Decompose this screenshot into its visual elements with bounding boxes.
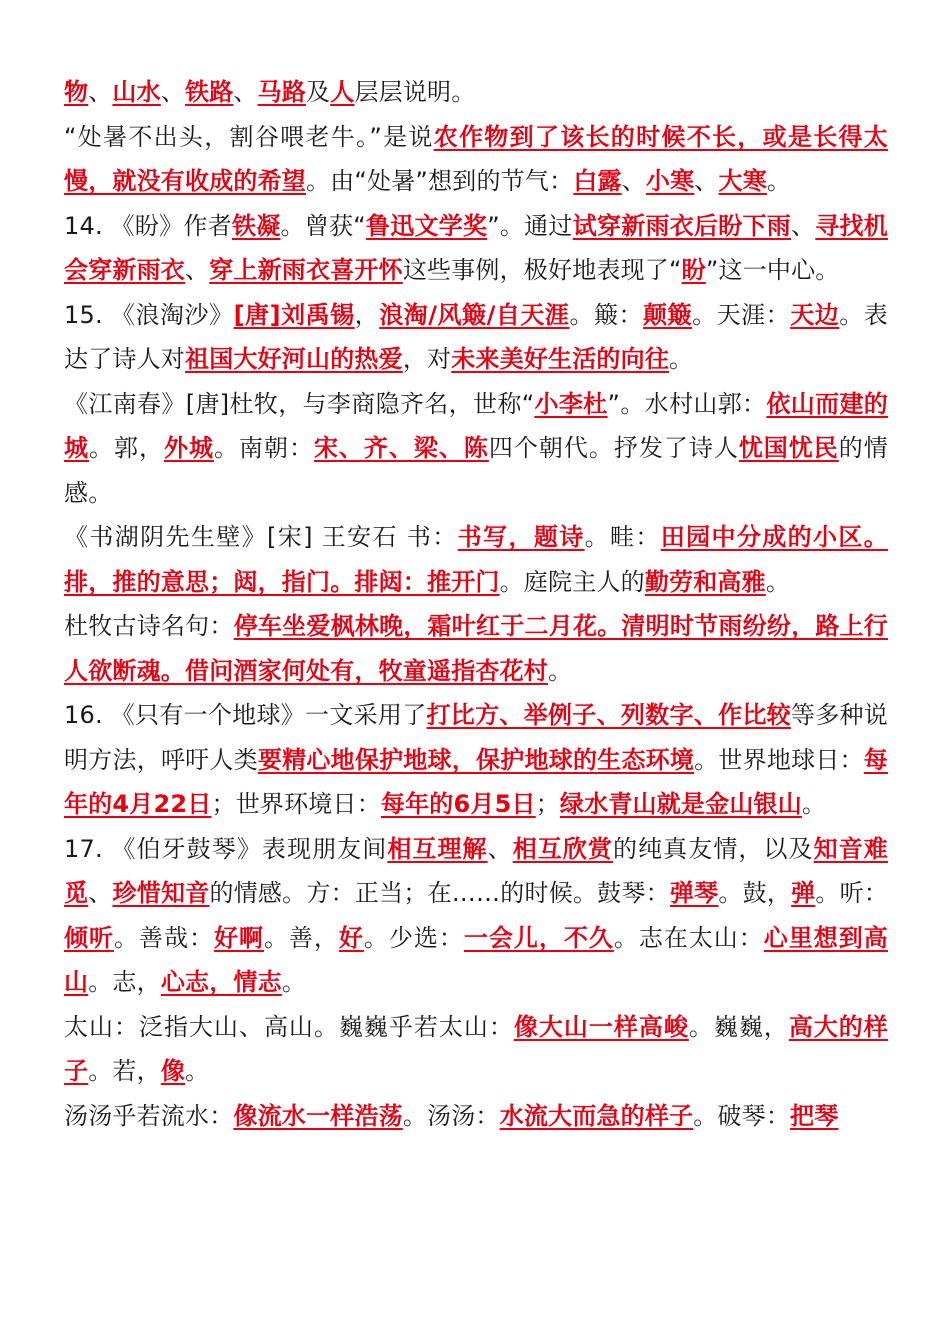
answer-text: 铁凝	[231, 211, 281, 240]
body-text: 。志在太山：	[613, 923, 764, 952]
body-text: 、	[88, 879, 113, 907]
paragraph-dumu-quotes	[64, 604, 888, 693]
answer-text: 像	[160, 1057, 186, 1085]
paragraph-shuhuyin	[64, 515, 888, 604]
answer-text: 倾听	[64, 923, 114, 952]
body-text: 。曾获“	[280, 211, 366, 240]
body-text: 、	[88, 78, 113, 106]
body-text: 。	[765, 567, 791, 596]
answer-text: 书写，题诗	[457, 523, 585, 551]
answer-text: 高大的样子	[64, 1012, 888, 1085]
answer-text: 宋、齐、梁、陈	[313, 434, 489, 462]
body-text: 。	[281, 968, 307, 996]
paragraph-continuation	[64, 70, 888, 115]
paragraph-tangtang	[64, 1094, 888, 1139]
answer-text: 一会儿，不久	[463, 923, 614, 952]
answer-text: 穿上新雨衣喜开怀	[209, 256, 403, 284]
body-text: 层层说明。	[354, 78, 476, 106]
body-text: 、	[233, 78, 258, 106]
body-text: 杜牧古诗名句：	[64, 612, 234, 640]
body-text: 。	[185, 1057, 210, 1085]
answer-text: 心志，情志	[160, 968, 282, 996]
body-text: 。善哉：	[113, 923, 214, 952]
answer-text: 试穿新雨衣后盼下雨	[572, 211, 792, 240]
paragraph-jiangnanchun	[64, 382, 888, 516]
answer-text: 浪淘/风簸/自天涯	[379, 300, 570, 329]
paragraph-16-one-earth	[64, 693, 888, 827]
answer-text: 祖国大好河山的热爱	[185, 345, 403, 373]
body-text: 。善，	[263, 923, 339, 952]
body-text: 四个朝代。抒发了诗人	[488, 434, 739, 462]
body-text: 及	[306, 78, 331, 106]
body-text: ”。水村山郭：	[607, 389, 767, 418]
body-text: 等多种说明方法，呼吁人类	[64, 701, 889, 774]
body-text: 《江南春》[唐]杜牧，与李商隐齐名，世称“	[64, 389, 535, 418]
body-text: 这些事例，极好地表现了“	[402, 256, 682, 284]
body-text: 《书湖阴先生壁》[宋] 王安石 书：	[64, 523, 458, 551]
body-text: 、	[185, 256, 210, 284]
body-text: 。志，	[88, 968, 161, 996]
answer-text: 好	[338, 923, 364, 952]
body-text: 。庭院主人的	[499, 567, 645, 596]
answer-text: 停车坐爱枫林晚，霜叶红于二月花。清明时节雨纷纷，路上行人欲断魂。借问酒家何处有，牧童遥指杏花村	[64, 612, 888, 685]
paragraph-15-langtaosha	[64, 293, 888, 382]
answer-text: 忧国忧民	[738, 434, 839, 462]
answer-text: 每年的4月22日	[64, 745, 888, 818]
answer-text: 像大山一样高峻	[513, 1012, 689, 1041]
answer-text: 农作物到了该长的时候不长，或是长得太慢，就没有收成的希望	[64, 122, 888, 195]
answer-text: 马路	[257, 78, 307, 106]
answer-text: 打比方、举例子、列数字、作比较	[426, 701, 791, 729]
answer-text: 每年的6月5日	[380, 790, 536, 818]
paragraph-14-pan	[64, 204, 888, 293]
body-text: 。畦：	[584, 523, 661, 551]
answer-text: 依山而建的城	[64, 389, 888, 462]
paragraph-chushu-proverb	[64, 115, 888, 204]
body-text: 。	[801, 790, 827, 818]
body-text: 15. 《浪淘沙》	[64, 300, 234, 329]
body-text: 、	[791, 211, 816, 240]
answer-text: 小寒	[645, 167, 695, 195]
answer-text: 盼	[681, 256, 706, 284]
body-text: 。巍巍，	[688, 1012, 789, 1041]
body-text: ；	[535, 790, 560, 818]
body-text: 。南朝：	[213, 434, 314, 462]
body-text: 。簸：	[569, 300, 644, 329]
answer-text: 大寒	[718, 167, 767, 195]
body-text: ”这一中心。	[705, 256, 840, 284]
body-text: 。少选：	[363, 923, 464, 952]
answer-text: 把琴	[790, 1101, 839, 1130]
body-text: 汤汤乎若流水：	[64, 1101, 234, 1130]
answer-text: 铁路	[185, 78, 234, 106]
body-text: 16. 《只有一个地球》一文采用了	[64, 701, 427, 729]
body-text: 。由“处暑”想到的节气：	[306, 167, 574, 195]
answer-text: 白露	[573, 167, 622, 195]
body-text: 。鼓，	[718, 879, 792, 907]
body-text: 、	[621, 167, 646, 195]
answer-text: 心里想到高山	[64, 923, 888, 996]
body-text: ，对	[402, 345, 452, 373]
body-text: 。表达了诗人对	[64, 300, 888, 373]
body-text: ；世界环境日：	[211, 790, 381, 818]
answer-text: 知音难觅	[64, 834, 888, 907]
answer-text: 颠簸	[643, 300, 693, 329]
body-text: 的纯真友情，以及	[613, 834, 814, 863]
body-text: 。郭，	[89, 434, 164, 462]
answer-text: 鲁迅文学奖	[365, 211, 488, 240]
answer-text: 天边	[790, 300, 840, 329]
paragraph-17-boya-guqin	[64, 827, 888, 1005]
body-text: “处暑不出头，割谷喂老牛。”是说	[64, 122, 434, 151]
answer-text: 绿水青山就是金山银山	[559, 790, 802, 818]
answer-text: 像流水一样浩荡	[233, 1101, 403, 1130]
body-text: 、	[487, 834, 513, 863]
body-text: 的情感。	[64, 434, 888, 507]
answer-text: [唐]刘禹锡	[233, 300, 355, 329]
answer-text: 水流大而急的样子	[499, 1101, 694, 1130]
answer-text: 勤劳和高雅	[644, 567, 766, 596]
answer-text: 田园中分成的小区。排，推的意思；闼，指门。排闼：推开门	[64, 523, 889, 596]
body-text: 。听：	[815, 879, 889, 907]
body-text: 。汤汤：	[402, 1101, 500, 1130]
body-text: 14. 《盼》作者	[64, 211, 232, 240]
paragraph-taishan	[64, 1005, 888, 1094]
body-text: ”。通过	[487, 211, 573, 240]
answer-text: 人	[330, 78, 355, 106]
answer-text: 珍惜知音	[112, 879, 210, 907]
answer-text: 弹	[791, 879, 816, 907]
body-text: 。	[766, 167, 792, 195]
body-text: 的情感。方：正当；在……的时候。鼓琴：	[209, 879, 670, 907]
body-text: 。	[548, 656, 573, 685]
answer-text: 未来美好生活的向往	[451, 345, 670, 373]
answer-text: 物	[64, 78, 89, 106]
body-text: 、	[160, 78, 186, 106]
body-text: 、	[694, 167, 719, 195]
answer-text: 好啊	[213, 923, 264, 952]
body-text: 。天涯：	[692, 300, 791, 329]
answer-text: 弹琴	[669, 879, 719, 907]
answer-text: 山水	[112, 78, 161, 106]
body-text: 。若，	[88, 1057, 161, 1085]
body-text: 。	[669, 345, 694, 373]
body-text: 太山：泛指大山、高山。巍巍乎若太山：	[64, 1012, 514, 1041]
answer-text: 寻找机会穿新雨衣	[64, 211, 888, 284]
answer-text: 外城	[163, 434, 214, 462]
body-text: 。破琴：	[693, 1101, 791, 1130]
body-text: ，	[354, 300, 380, 329]
answer-text: 小李杜	[534, 389, 608, 418]
answer-text: 相互理解	[387, 834, 488, 863]
body-text: 17. 《伯牙鼓琴》表现朋友间	[64, 834, 388, 863]
answer-text: 相互欣赏	[512, 834, 614, 863]
body-text: 。世界地球日：	[694, 745, 864, 774]
answer-text: 要精心地保护地球，保护地球的生态环境	[257, 745, 695, 774]
